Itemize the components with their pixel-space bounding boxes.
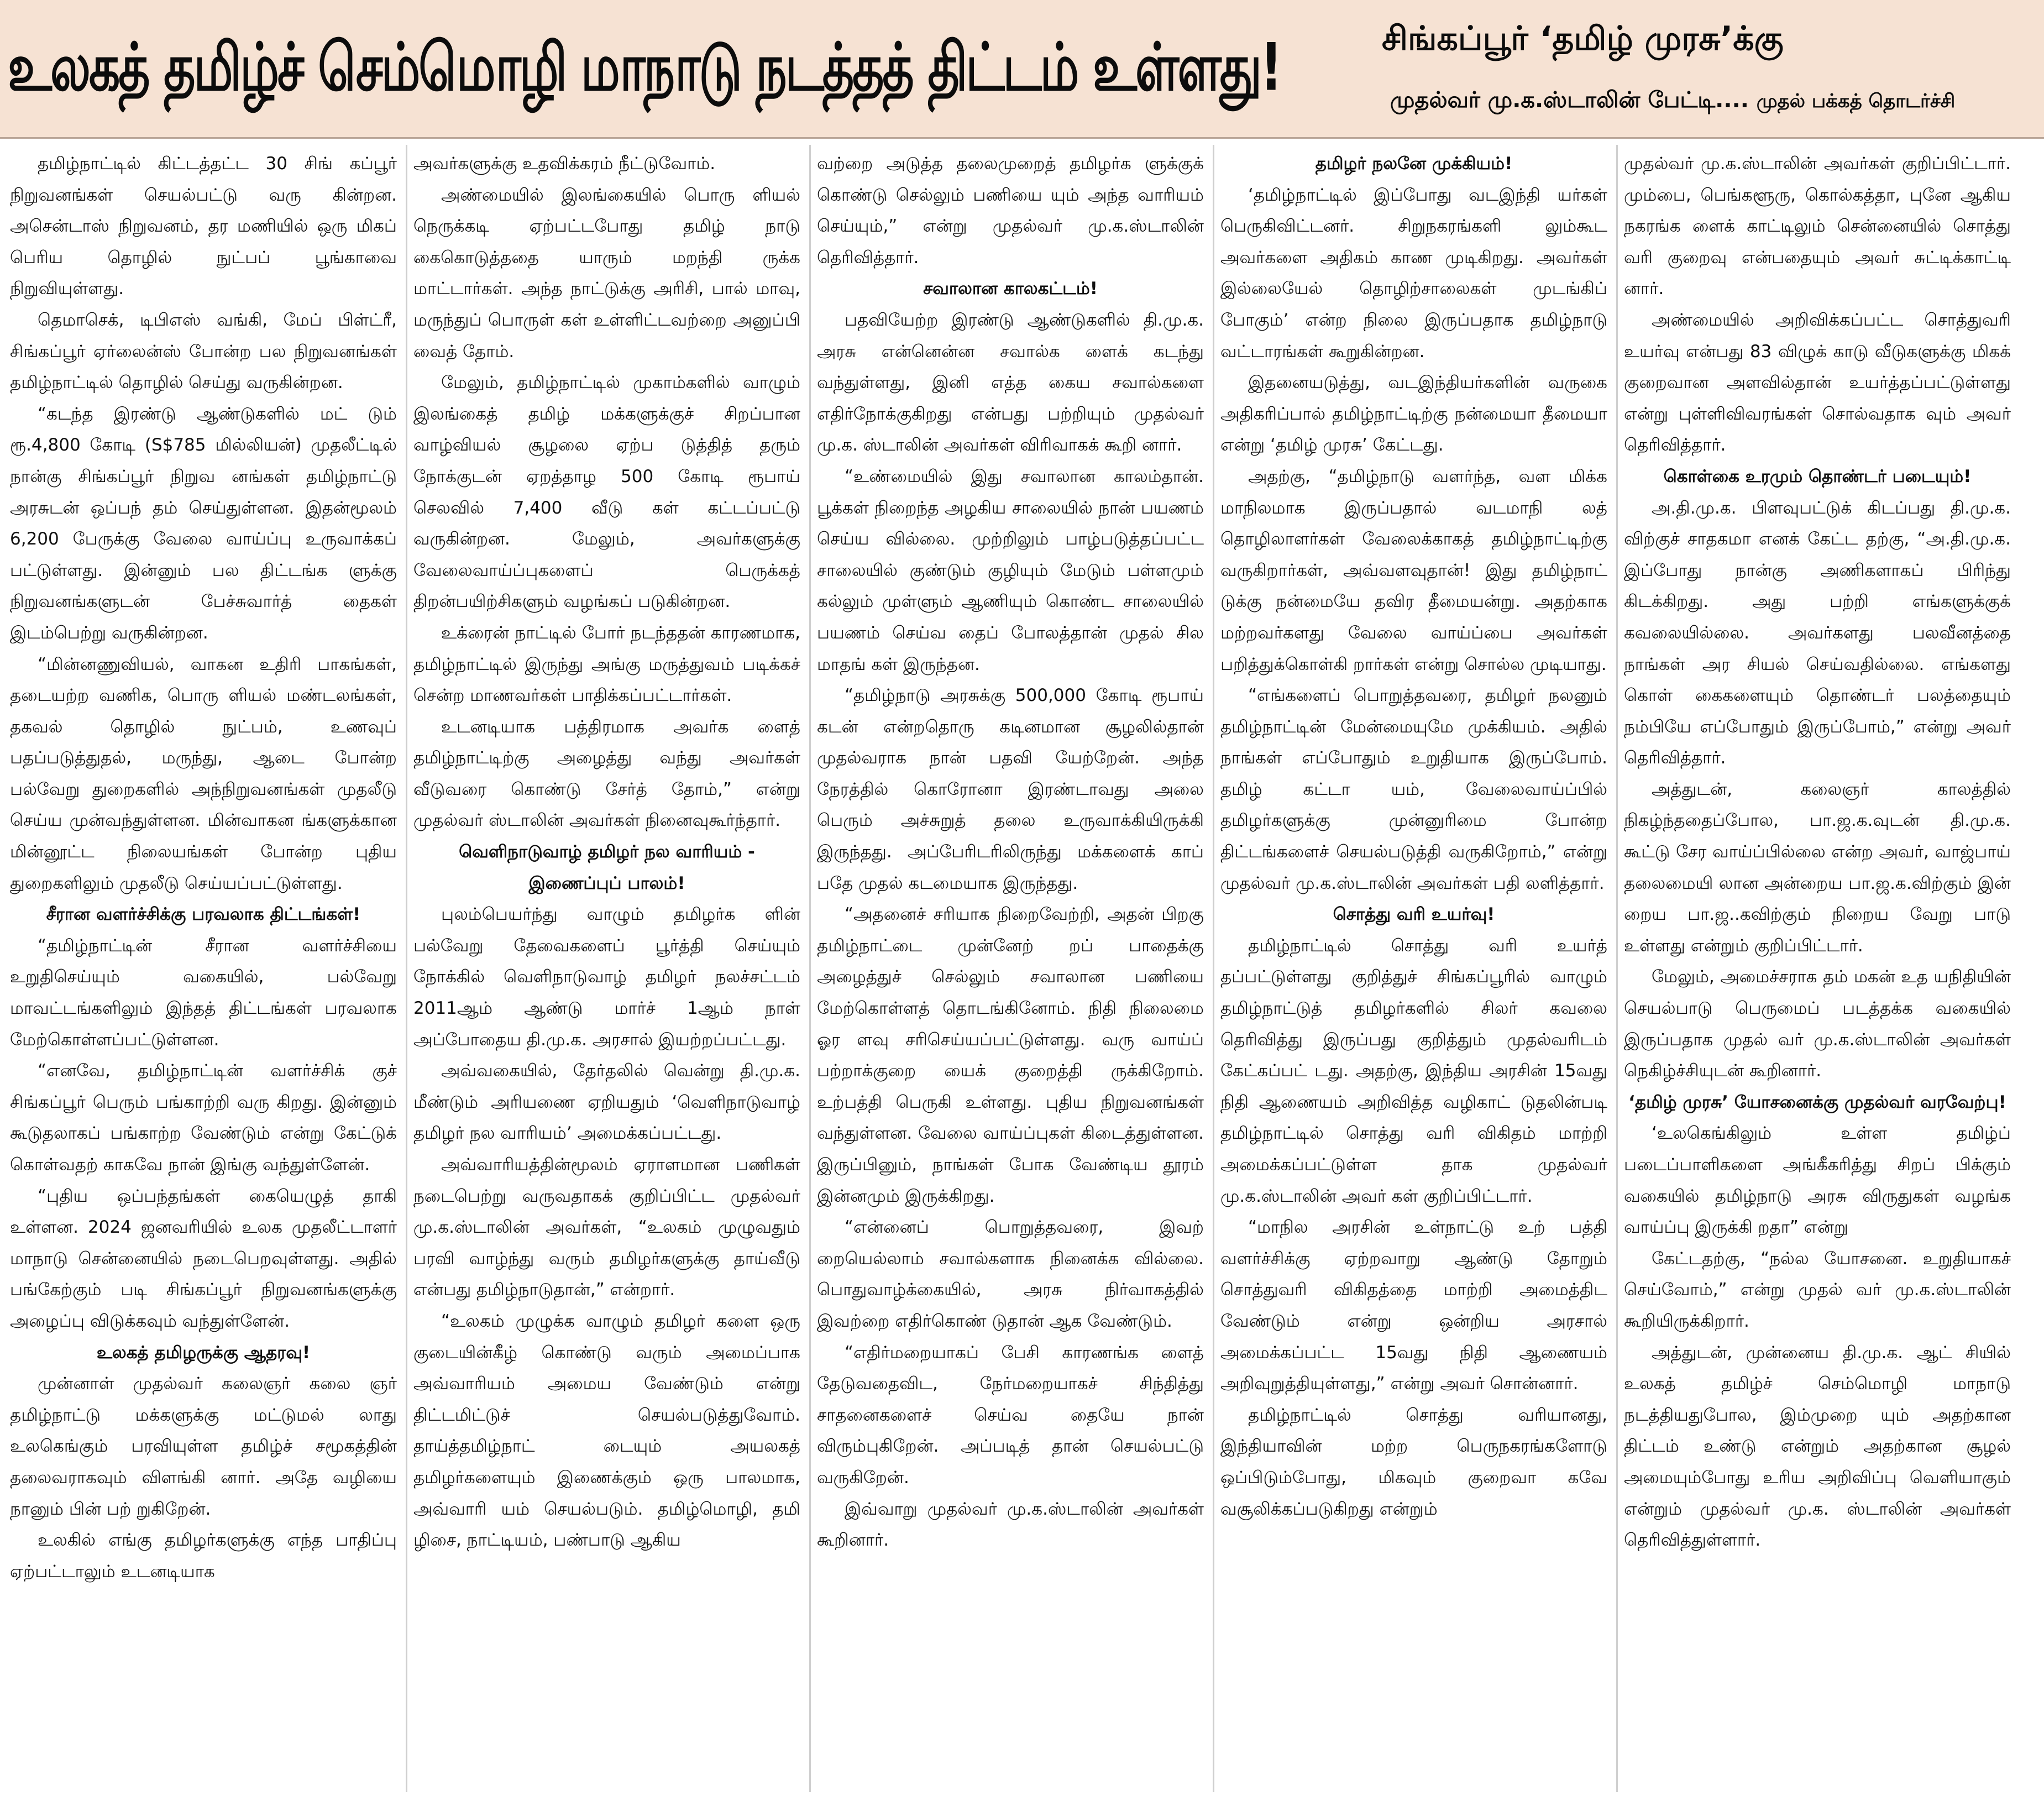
article-paragraph: தமிழ்நாட்டில் கிட்டத்தட்ட 30 சிங் கப்பூர் நிறுவனங்கள் செயல்பட்டு வரு கின்றன. அசென்டாஸ் நிறுவனம், தர மணியில் ஒரு மிகப் பெரிய தொழில் நுட்பப் பூங்காவை நிறுவியுள்ளது.	[10, 154, 397, 299]
article-paragraph: அ.தி.மு.க. பிளவுபட்டுக் கிடப்பது தி.மு.க. விற்குச் சாதகமா எனக் கேட்ட தற்கு, “அ.தி.மு.க. இப்போது நான்கு அணிகளாகப் பிரிந்து கிடக்கிறது. அது பற்றி எங்களுக்குக் கவலையில்லை. அவர்களது பலவீனத்தை நாங்கள் அர சியல் செய்வதில்லை. எங்களது கொள் கைகளையும் தொண்டர் பலத்தையும் நம்பியே எப்போதும் இருப்போம்,” என்று அவர் தெரிவித்தார்.	[1624, 498, 2011, 768]
continuation-note: முதல் பக்கத் தொடர்ச்சி	[1756, 90, 1956, 112]
article-paragraph: வற்றை அடுத்த தலைமுறைத் தமிழர்க ளுக்குக் கொண்டு செல்லும் பணியை யும் அந்த வாரியம் செய்யும்,” என்று முதல்வர் மு.க.ஸ்டாலின் தெரிவித்தார்.	[817, 154, 1204, 268]
article-paragraph: “புதிய ஒப்பந்தங்கள் கையெழுத் தாகி உள்ளன. 2024 ஜனவரியில் உலக முதலீட்டாளர் மாநாடு சென்னையில் நடைபெறவுள்ளது. அதில் பங்கேற்கும் படி சிங்கப்பூர் நிறுவனங்களுக்கு அழைப்பு விடுக்கவும் வந்துள்ளேன்.	[10, 1186, 397, 1331]
article-paragraph: தமிழ்நாட்டில் சொத்து வரி உயர்த் தப்பட்டுள்ளது குறித்துச் சிங்கப்பூரில் வாழும் தமிழ்நாட்டுத் தமிழர்களில் சிலர் கவலை தெரிவித்து இருப்பது குறித்தும் முதல்வரிடம் கேட்கப்பட் டது. அதற்கு, இந்திய அரசின் 15வது நிதி ஆணையம் அறிவித்த வழிகாட் டுதலின்படி தமிழ்நாட்டில் சொத்து வரி விகிதம் மாற்றி அமைக்கப்பட்டுள்ள தாக முதல்வர் மு.க.ஸ்டாலின் அவர் கள் குறிப்பிட்டார்.	[1220, 935, 1607, 1206]
article-paragraph: அத்துடன், கலைஞர் காலத்தில் நிகழ்ந்ததைப்போல, பா.ஜ.க.வுடன் தி.மு.க. கூட்டு சேர வாய்ப்பில்லை என்ற அவர், வாஜ்பாய் தலைமையி லான அன்றைய பா.ஜ.க.விற்கும் இன் றைய பா.ஜ..கவிற்கும் நிறைய வேறு பாடு உள்ளது என்றும் குறிப்பிட்டார்.	[1624, 779, 2011, 956]
article-paragraph: அண்மையில் இலங்கையில் பொரு ளியல் நெருக்கடி ஏற்பட்டபோது தமிழ் நாடு கைகொடுத்ததை யாரும் மறந்தி ருக்க மாட்டார்கள். அந்த நாட்டுக்கு அரிசி, பால் மாவு, மருந்துப் பொருள் கள் உள்ளிட்டவற்றை அனுப்பி வைத் தோம்.	[413, 185, 800, 362]
article-paragraph: இதனையடுத்து, வடஇந்தியர்களின் வருகை அதிகரிப்பால் தமிழ்நாட்டிற்கு நன்மையா தீமையா என்று ‘தமிழ் முரசு’ கேட்டது.	[1220, 373, 1607, 456]
section-subheading: தமிழர் நலனே முக்கியம்!	[1315, 154, 1513, 174]
byline	[1390, 75, 2042, 126]
article-paragraph: “எனவே, தமிழ்நாட்டின் வளர்ச்சிக் குச் சிங்கப்பூர் பெரும் பங்காற்றி வரு கிறது. இன்னும் கூடுதலாகப் பங்காற்ற வேண்டும் என்று கேட்டுக் கொள்வதற் காகவே நான் இங்கு வந்துள்ளேன்.	[10, 1061, 397, 1175]
article-paragraph: அதற்கு, “தமிழ்நாடு வளர்ந்த, வள மிக்க மாநிலமாக இருப்பதால் வடமாநி லத் தொழிலாளர்கள் வேலைக்காகத் தமிழ்நாட்டிற்கு வருகிறார்கள், அவ்வளவுதான்! இது தமிழ்நாட் டுக்கு நன்மையே தவிர தீமையன்று. அதற்காக மற்றவர்களது வேலை வாய்ப்பை அவர்கள் பறித்துக்கொள்கி றார்கள் என்று சொல்ல முடியாது.	[1220, 466, 1607, 674]
article-paragraph: “உலகம் முழுக்க வாழும் தமிழர் களை ஒரு குடையின்கீழ் கொண்டு வரும் அமைப்பாக அவ்வாரியம் அமைய வேண்டும் என்று திட்டமிட்டுச் செயல்படுத்துவோம். தாய்த்தமிழ்நாட் டையும் அயலகத் தமிழர்களையும் இணைக்கும் ஒரு பாலமாக, அவ்வாரி யம் செயல்படும். தமிழ்மொழி, தமி ழிசை, நாட்டியம், பண்பாடு ஆகிய	[413, 1311, 800, 1551]
column-divider	[406, 145, 407, 1792]
article-column-4	[1220, 148, 1607, 1790]
article-paragraph: தமிழ்நாட்டில் சொத்து வரியானது, இந்தியாவின் மற்ற பெருநகரங்களோடு ஒப்பிடும்போது, மிகவும் குறைவா கவே வசூலிக்கப்படுகிறது என்றும்	[1220, 1405, 1607, 1519]
article-paragraph: ‘தமிழ்நாட்டில் இப்போது வடஇந்தி யர்கள் பெருகிவிட்டனர். சிறுநகரங்களி லும்கூட அவர்களை அதிகம் காண முடிகிறது. அவர்கள் இல்லையேல் தொழிற்சாலைகள் முடங்கிப் போகும்’ என்ற நிலை இருப்பதாக தமிழ்நாடு வட்டாரங்கள் கூறுகின்றன.	[1220, 185, 1607, 362]
article-column-2	[413, 148, 800, 1790]
article-paragraph: கேட்டதற்கு, “நல்ல யோசனை. உறுதியாகச் செய்வோம்,” என்று முதல் வர் மு.க.ஸ்டாலின் கூறியிருக்கிறார்.	[1624, 1248, 2011, 1331]
article-paragraph: ‘உலகெங்கிலும் உள்ள தமிழ்ப் படைப்பாளிகளை அங்கீகரித்து சிறப் பிக்கும் வகையில் தமிழ்நாடு அரசு விருதுகள் வழங்க வாய்ப்பு இருக்கி றதா” என்று	[1624, 1123, 2011, 1238]
article-paragraph: “தமிழ்நாடு அரசுக்கு 500,000 கோடி ரூபாய் கடன் என்றதொரு கடினமான சூழலில்தான் முதல்வராக நான் பதவி யேற்றேன். அந்த நேரத்தில் கொரோனா இரண்டாவது அலை பெரும் அச்சுறுத் தலை உருவாக்கியிருக்கி இருந்தது. அப்பேரிடரிலிருந்து மக்களைக் காப் பதே முதல் கடமையாக இருந்தது.	[817, 685, 1204, 893]
column-divider	[1213, 145, 1214, 1792]
article-paragraph: “மின்னணுவியல், வாகன உதிரி பாகங்கள், தடையற்ற வணிக, பொரு ளியல் மண்டலங்கள், தகவல் தொழில் நுட்பம், உணவுப் பதப்படுத்துதல், மருந்து, ஆடை போன்ற பல்வேறு துறைகளில் அந்நிறுவனங்கள் முதலீடு செய்ய முன்வந்துள்ளன. மின்வாகன ங்களுக்கான மின்னூட்ட நிலையங்கள் போன்ற புதிய துறைகளிலும் முதலீடு செய்யப்பட்டுள்ளது.	[10, 654, 397, 893]
article-paragraph: புலம்பெயர்ந்து வாழும் தமிழர்க ளின் பல்வேறு தேவைகளைப் பூர்த்தி செய்யும் நோக்கில் வெளிநாடுவாழ் தமிழர் நலச்சட்டம் 2011ஆம் ஆண்டு மார்ச் 1ஆம் நாள் அப்போதைய தி.மு.க. அரசால் இயற்றப்பட்டது.	[413, 904, 800, 1050]
headline-banner	[0, 0, 2044, 139]
article-paragraph: “எங்களைப் பொறுத்தவரை, தமிழர் நலனும் தமிழ்நாட்டின் மேன்மையுமே முக்கியம். அதில் நாங்கள் எப்போதும் உறுதியாக இருப்போம். தமிழ் கட்டா யம், வேலைவாய்ப்பில் தமிழர்களுக்கு முன்னுரிமை போன்ற திட்டங்களைச் செயல்படுத்தி வருகிறோம்,” என்று முதல்வர் மு.க.ஸ்டாலின் அவர்கள் பதி லளித்தார்.	[1220, 685, 1607, 893]
section-subheading: சீரான வளர்ச்சிக்கு பரவலாக திட்டங்கள்!	[46, 904, 361, 925]
article-paragraph: முதல்வர் மு.க.ஸ்டாலின் அவர்கள் குறிப்பிட்டார். மும்பை, பெங்களூரு, கொல்கத்தா, புனே ஆகிய நகரங்க ளைக் காட்டிலும் சென்னையில் சொத்து வரி குறைவு என்பதையும் அவர் சுட்டிக்காட்டி னார்.	[1624, 154, 2011, 299]
article-paragraph: அண்மையில் அறிவிக்கப்பட்ட சொத்துவரி உயர்வு என்பது 83 விழுக் காடு வீடுகளுக்கு மிகக் குறைவான அளவில்தான் உயர்த்தப்பட்டுள்ளது என்று புள்ளிவிவரங்கள் சொல்வதாக வும் அவர் தெரிவித்தார்.	[1624, 310, 2011, 456]
article-paragraph: அவ்வகையில், தேர்தலில் வென்று தி.மு.க. மீண்டும் அரியணை ஏறியதும் ‘வெளிநாடுவாழ் தமிழர் நல வாரியம்’ அமைக்கப்பட்டது.	[413, 1061, 800, 1144]
column-divider	[1616, 145, 1618, 1792]
article-paragraph: “என்னைப் பொறுத்தவரை, இவற் றையெல்லாம் சவால்களாக நினைக்க வில்லை. பொதுவாழ்க்கையில், அரசு நிர்வாகத்தில் இவற்றை எதிர்கொண் டுதான் ஆக வேண்டும்.	[817, 1217, 1204, 1331]
article-paragraph: உடனடியாக பத்திரமாக அவர்க ளைத் தமிழ்நாட்டிற்கு அழைத்து வந்து அவர்கள் வீடுவரை கொண்டு சேர்த் தோம்,” என்று முதல்வர் ஸ்டாலின் அவர்கள் நினைவுகூர்ந்தார்.	[413, 716, 800, 831]
article-paragraph: “கடந்த இரண்டு ஆண்டுகளில் மட் டும் ரூ.4,800 கோடி (S$785 மில்லியன்) முதலீட்டில் நான்கு சிங்கப்பூர் நிறுவ னங்கள் தமிழ்நாட்டு அரசுடன் ஒப்பந் தம் செய்துள்ளன. இதன்மூலம் 6,200 பேருக்கு வேலை வாய்ப்பு உருவாக்கப் பட்டுள்ளது. இன்னும் பல திட்டங்க ளுக்கு நிறுவனங்களுடன் பேச்சுவார்த் தைகள் இடம்பெற்று வருகின்றன.	[10, 404, 397, 643]
article-paragraph: தெமாசெக், டிபிஎஸ் வங்கி, மேப் பிள்ட்ரீ, சிங்கப்பூர் ஏர்லைன்ஸ் போன்ற பல நிறுவனங்கள் தமிழ்நாட்டில் தொழில் செய்து வருகின்றன.	[10, 310, 397, 393]
article-paragraph: உலகில் எங்கு தமிழர்களுக்கு எந்த பாதிப்பு ஏற்பட்டாலும் உடனடியாக	[10, 1530, 397, 1582]
article-paragraph: “மாநில அரசின் உள்நாட்டு உற் பத்தி வளர்ச்சிக்கு ஏற்றவாறு ஆண்டு தோறும் சொத்துவரி விகிதத்தை மாற்றி அமைத்திட வேண்டும் என்று ஒன்றிய அரசால் அமைக்கப்பட்ட 15வது நிதி ஆணையம் அறிவுறுத்தியுள்ளது,” என்று அவர் சொன்னார்.	[1220, 1217, 1607, 1394]
article-paragraph: உக்ரைன் நாட்டில் போர் நடந்ததன் காரணமாக, தமிழ்நாட்டில் இருந்து அங்கு மருத்துவம் படிக்கச் சென்ற மாணவர்கள் பாதிக்கப்பட்டார்கள்.	[413, 622, 800, 706]
article-paragraph: அத்துடன், முன்னைய தி.மு.க. ஆட் சியில் உலகத் தமிழ்ச் செம்மொழி மாநாடு நடத்தியதுபோல, இம்முறை யும் அதற்கான திட்டம் உண்டு என்றும் அதற்கான சூழல் அமையும்போது உரிய அறிவிப்பு வெளியாகும் என்றும் முதல்வர் மு.க. ஸ்டாலின் அவர்கள் தெரிவித்துள்ளார்.	[1624, 1342, 2011, 1551]
article-paragraph: மேலும், தமிழ்நாட்டில் முகாம்களில் வாழும் இலங்கைத் தமிழ் மக்களுக்குச் சிறப்பான வாழ்வியல் சூழலை ஏற்ப டுத்தித் தரும் நோக்குடன் ஏறத்தாழ 500 கோடி ரூபாய் செலவில் 7,400 வீடு கள் கட்டப்பட்டு வருகின்றன. மேலும், அவர்களுக்கு வேலைவாய்ப்புகளைப் பெருக்கத் திறன்பயிற்சிகளும் வழங்கப் படுகின்றன.	[413, 373, 800, 612]
article-paragraph: “அதனைச் சரியாக நிறைவேற்றி, அதன் பிறகு தமிழ்நாட்டை முன்னேற் றப் பாதைக்கு அழைத்துச் செல்லும் சவாலான பணியை மேற்கொள்ளத் தொடங்கினோம். நிதி நிலைமை ஓர ளவு சரிசெய்யப்பட்டுள்ளது. வரு வாய்ப் பற்றாக்குறை யைக் குறைத்தி ருக்கிறோம். உற்பத்தி பெருகி உள்ளது. புதிய நிறுவனங்கள் வந்துள்ளன. வேலை வாய்ப்புகள் கிடைத்துள்ளன. இருப்பினும், நாங்கள் போக வேண்டிய தூரம் இன்னமும் இருக்கிறது.	[817, 904, 1204, 1206]
article-paragraph: அவ்வாரியத்தின்மூலம் ஏராளமான பணிகள் நடைபெற்று வருவதாகக் குறிப்பிட்ட முதல்வர் மு.க.ஸ்டாலின் அவர்கள், “உலகம் முழுவதும் பரவி வாழ்ந்து வரும் தமிழர்களுக்கு தாய்வீடு என்பது தமிழ்நாடுதான்,” என்றார்.	[413, 1155, 800, 1300]
article-paragraph: “உண்மையில் இது சவாலான காலம்தான். பூக்கள் நிறைந்த அழகிய சாலையில் நான் பயணம் செய்ய வில்லை. முற்றிலும் பாழ்படுத்தப்பட்ட சாலையில் குண்டும் குழியும் மேடும் பள்ளமும் கல்லும் முள்ளும் ஆணியும் கொண்ட சாலையில் பயணம் செய்வ தைப் போலத்தான் முதல் சில மாதங் கள் இருந்தன.	[817, 466, 1204, 674]
section-subheading: சொத்து வரி உயர்வு!	[1333, 904, 1495, 925]
byline-text: முதல்வர் மு.க.ஸ்டாலின் பேட்டி....	[1390, 87, 1749, 113]
section-subheading: உலகத் தமிழருக்கு ஆதரவு!	[96, 1342, 311, 1363]
article-paragraph: முன்னாள் முதல்வர் கலைஞர் கலை ஞர் தமிழ்நாட்டு மக்களுக்கு மட்டுமல் லாது உலகெங்கும் பரவியுள்ள தமிழ்ச் சமூகத்தின் தலைவராகவும் விளங்கி னார். அதே வழியை நானும் பின் பற் றுகிறேன்.	[10, 1374, 397, 1519]
article-paragraph: அவர்களுக்கு உதவிக்கரம் நீட்டுவோம்.	[413, 154, 716, 174]
section-subheading: வெளிநாடுவாழ் தமிழர் நல வாரியம் - இணைப்புப் பாலம்!	[459, 842, 755, 893]
article-paragraph: பதவியேற்ற இரண்டு ஆண்டுகளில் தி.மு.க. அரசு என்னென்ன சவால்க ளைக் கடந்து வந்துள்ளது, இனி எத்த கைய சவால்களை எதிர்நோக்குகிறது என்பது பற்றியும் முதல்வர் மு.க. ஸ்டாலின் அவர்கள் விரிவாகக் கூறி னார்.	[817, 310, 1204, 456]
section-subheading: சவாலான காலகட்டம்!	[923, 279, 1098, 299]
article-column-5	[1624, 148, 2011, 1790]
article-column-3	[817, 148, 1204, 1790]
article-paragraph: “தமிழ்நாட்டின் சீரான வளர்ச்சியை உறுதிசெய்யும் வகையில், பல்வேறு மாவட்டங்களிலும் இந்தத் திட்டங்கள் பரவலாக மேற்கொள்ளப்பட்டுள்ளன.	[10, 935, 397, 1050]
column-divider	[809, 145, 811, 1792]
article-paragraph: “எதிர்மறையாகப் பேசி காரணங்க ளைத் தேடுவதைவிட, நேர்மறையாகச் சிந்தித்து சாதனைகளைச் செய்வ தையே நான் விரும்புகிறேன். அப்படித் தான் செயல்பட்டு வருகிறேன்.	[817, 1342, 1204, 1488]
article-column-1	[10, 148, 397, 1790]
article-paragraph: இவ்வாறு முதல்வர் மு.க.ஸ்டாலின் அவர்கள் கூறினார்.	[817, 1499, 1204, 1551]
section-subheading: கொள்கை உரமும் தொண்டர் படையும்!	[1663, 466, 1972, 486]
headline: உலகத் தமிழ்ச் செம்மொழி மாநாடு நடத்தத் திட்டம் உள்ளது!	[8, 28, 1281, 106]
kicker: சிங்கப்பூர் ‘தமிழ் முரசு’க்கு	[1382, 19, 1784, 58]
section-subheading: ‘தமிழ் முரசு’ யோசனைக்கு முதல்வர் வரவேற்பு!	[1628, 1092, 2006, 1112]
article-paragraph: மேலும், அமைச்சராக தம் மகன் உத யநிதியின் செயல்பாடு பெருமைப் படத்தக்க வகையில் இருப்பதாக முதல் வர் மு.க.ஸ்டாலின் அவர்கள் நெகிழ்ச்சியுடன் கூறினார்.	[1624, 967, 2011, 1081]
